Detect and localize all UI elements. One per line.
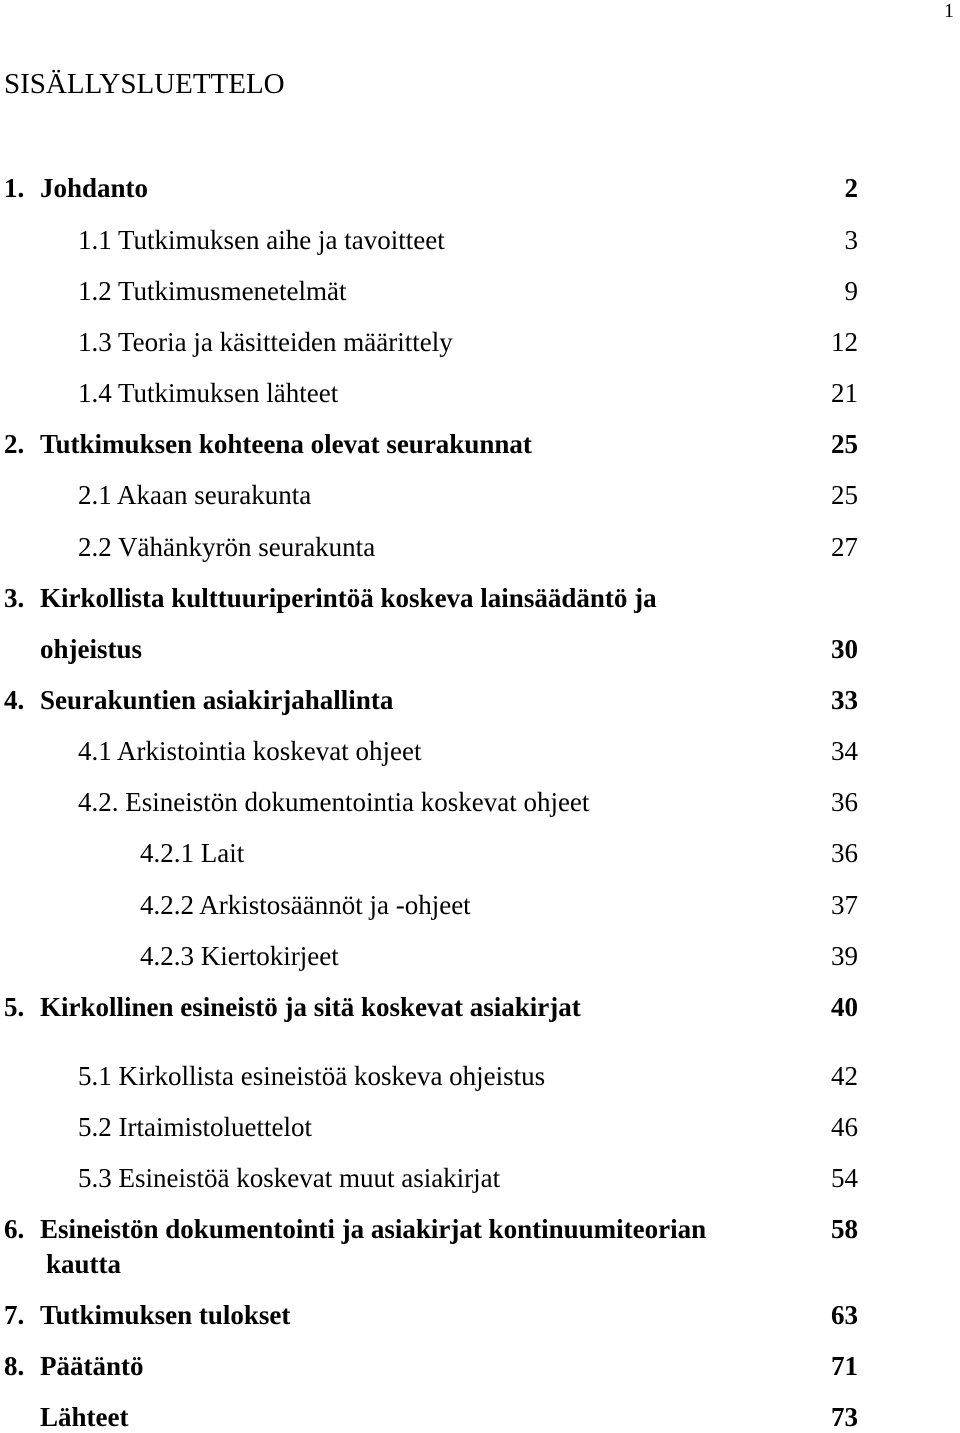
subsection-title: 4.2.1 Lait [140, 838, 245, 868]
chapter-title: Seurakuntien asiakirjahallinta [40, 685, 394, 715]
section-title: 1.2 Tutkimusmenetelmät [78, 276, 347, 306]
subsection-title: 4.2.3 Kiertokirjeet [140, 941, 339, 971]
page-ref: 71 [831, 1351, 858, 1381]
page-ref: 63 [831, 1300, 858, 1330]
page-ref: 21 [831, 378, 858, 408]
page-ref: 73 [831, 1402, 858, 1432]
section-title: 4.1 Arkistointia koskevat ohjeet [78, 736, 422, 766]
chapter-title-continued: kautta [46, 1249, 122, 1279]
page-number: 1 [944, 0, 954, 22]
chapter-title: Lähteet [40, 1402, 129, 1432]
chapter-number: 5. [4, 992, 25, 1022]
page-ref: 42 [831, 1061, 858, 1091]
page-ref: 34 [831, 736, 858, 766]
page-ref: 58 [831, 1214, 858, 1244]
section-title: 5.3 Esineistöä koskevat muut asiakirjat [78, 1163, 501, 1193]
chapter-number: 6. [4, 1214, 25, 1244]
page-ref: 25 [831, 429, 858, 459]
chapter-title: Esineistön dokumentointi ja asiakirjat kontinuumiteorian [40, 1214, 707, 1244]
subsection-title: 4.2.2 Arkistosäännöt ja -ohjeet [140, 890, 471, 920]
page-ref: 2 [844, 173, 858, 203]
section-title: 1.1 Tutkimuksen aihe ja tavoitteet [78, 225, 445, 255]
page-ref: 40 [831, 992, 858, 1022]
page-ref: 33 [831, 685, 858, 715]
chapter-title: Tutkimuksen tulokset [40, 1300, 291, 1330]
chapter-number: 1. [4, 173, 25, 203]
toc-title: SISÄLLYSLUETTELO [4, 68, 285, 100]
section-title: 1.3 Teoria ja käsitteiden määrittely [78, 327, 453, 357]
section-title: 5.2 Irtaimistoluettelot [78, 1112, 312, 1142]
page-ref: 3 [844, 225, 858, 255]
page-ref: 12 [831, 327, 858, 357]
chapter-number: 8. [4, 1351, 25, 1381]
section-title: 2.1 Akaan seurakunta [78, 480, 312, 510]
chapter-number: 4. [4, 685, 25, 715]
chapter-number: 3. [4, 583, 25, 613]
chapter-title: Kirkollinen esineistö ja sitä koskevat asiakirjat [40, 992, 581, 1022]
page-ref: 39 [831, 941, 858, 971]
page-ref: 36 [831, 838, 858, 868]
page-ref: 27 [831, 532, 858, 562]
page-ref: 36 [831, 787, 858, 817]
chapter-number: 7. [4, 1300, 25, 1330]
chapter-title: Kirkollista kulttuuriperintöä koskeva lainsäädäntö ja [40, 583, 657, 613]
chapter-title: Päätäntö [40, 1351, 144, 1381]
chapter-title: Tutkimuksen kohteena olevat seurakunnat [40, 429, 532, 459]
page-ref: 30 [831, 634, 858, 664]
page-ref: 54 [831, 1163, 858, 1193]
chapter-title-continued: ohjeistus [40, 634, 143, 664]
page-ref: 37 [831, 890, 858, 920]
chapter-title: Johdanto [40, 173, 149, 203]
section-title: 4.2. Esineistön dokumentointia koskevat ohjeet [78, 787, 590, 817]
page-ref: 46 [831, 1112, 858, 1142]
chapter-number: 2. [4, 429, 25, 459]
section-title: 2.2 Vähänkyrön seurakunta [78, 532, 376, 562]
page-ref: 9 [844, 276, 858, 306]
section-title: 5.1 Kirkollista esineistöä koskeva ohjeistus [78, 1061, 546, 1091]
section-title: 1.4 Tutkimuksen lähteet [78, 378, 339, 408]
page-ref: 25 [831, 480, 858, 510]
